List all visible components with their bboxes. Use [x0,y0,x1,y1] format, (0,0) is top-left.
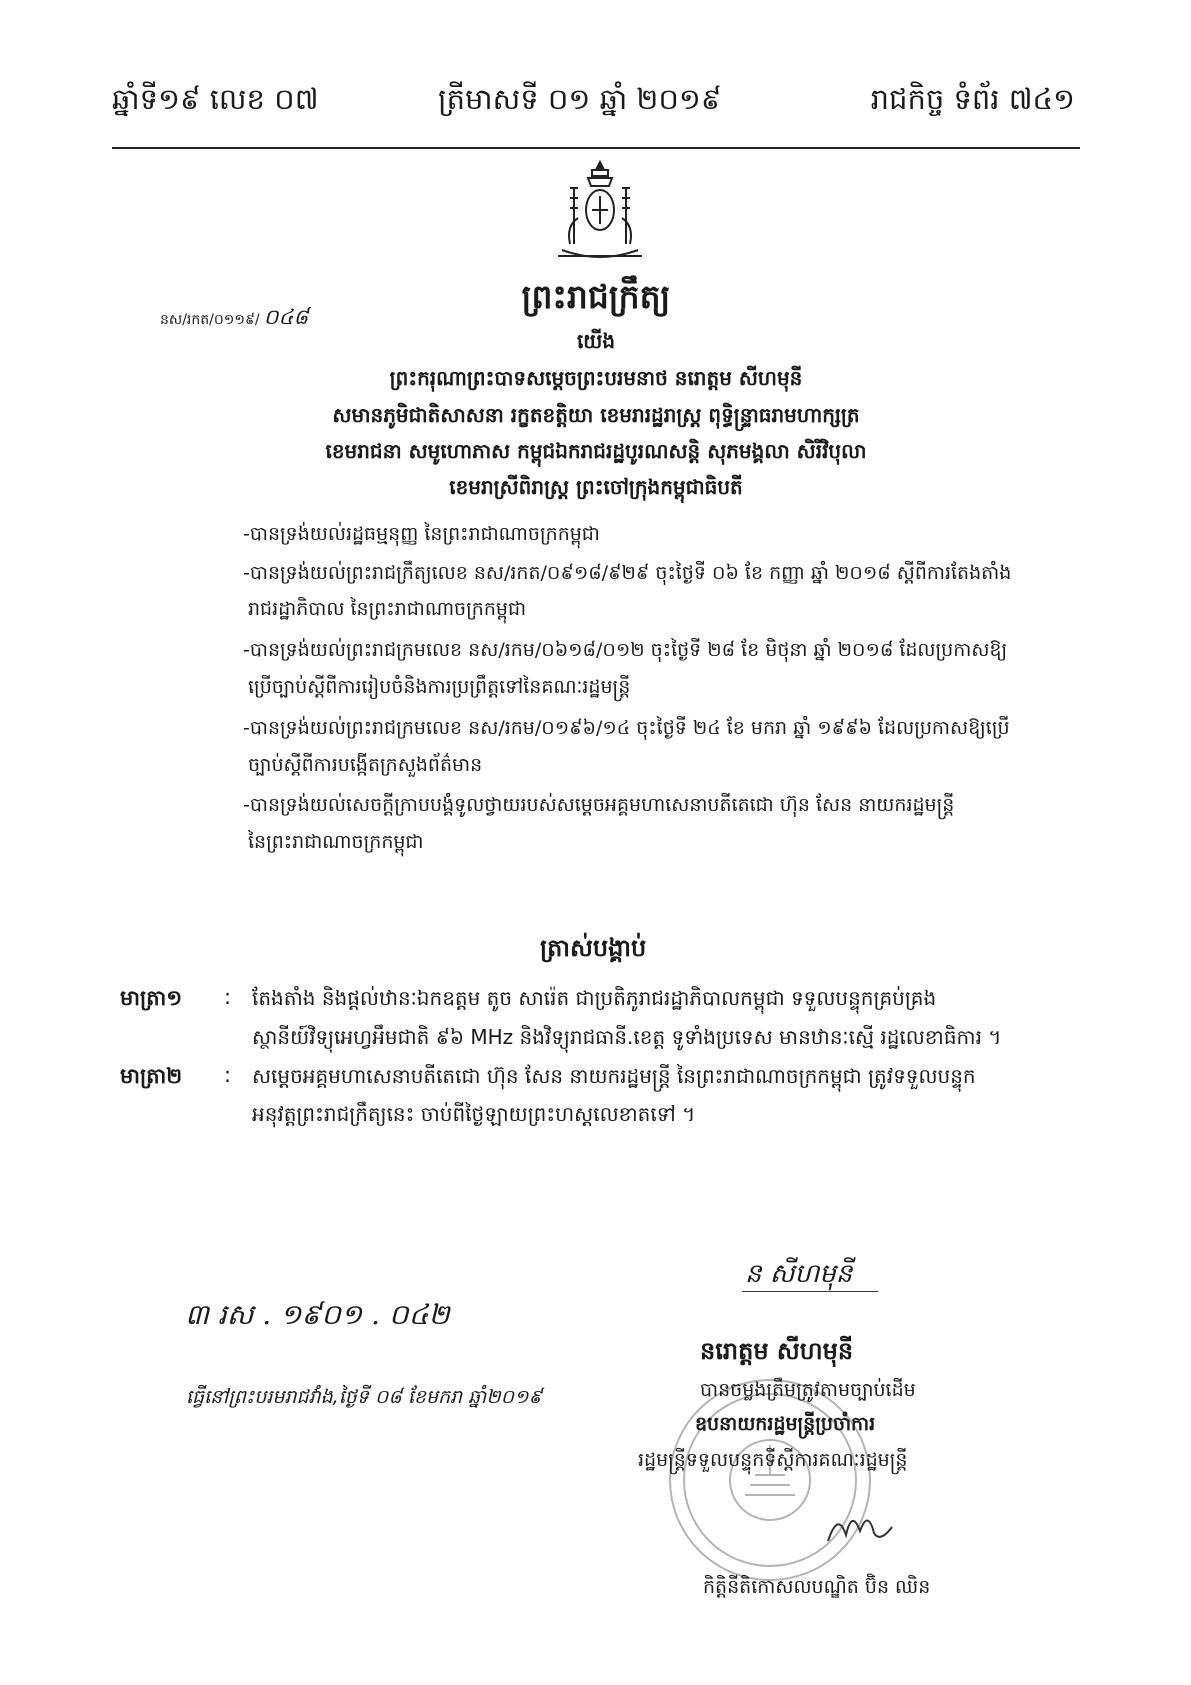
royal-title-line: ខេមរាស្រីពិរាស្ត្រ ព្រះចៅក្រុងកម្ពុជាធិបតី [449,475,743,499]
royal-signature: ន សីហមុនី [745,1259,853,1289]
preamble-continuation: ប្រើច្បាប់ស្តីពីការរៀបចំនិងការប្រព្រឹត្តទៅនៃគណៈរដ្ឋមន្ត្រី [248,676,631,698]
article-label: មាត្រា២ [120,1064,183,1088]
handwritten-date: ៣ រស . ១៩០១ . ០៤២ [185,1298,450,1331]
article-text: សម្តេចអគ្គមហាសេនាបតីតេជោ ហ៊ុន សែន នាយករដ្ឋមន្ត្រី នៃព្រះរាជាណាចក្រកម្ពុជា ត្រូវទទួលបន្ទុក [252,1064,976,1088]
decree-title: ព្រះរាជក្រឹត្យ [521,277,671,316]
certified-copy-note: បានចម្លងត្រឹមត្រូវតាមច្បាប់ដើម [700,1379,916,1401]
royal-title-line: ខេមរាជនា សមូហោភាស កម្ពុជឯករាជរដ្ឋបូរណសន្តិ សុភមង្គលា សិរីវិបុលា [325,439,867,463]
royal-title-line: សមានភូមិជាតិសាសនា រក្ខតខត្តិយា ខេមរារដ្ឋរាស្ត្រ ពុទ្ធិន្ទ្រាធរាមហាក្សត្រ [332,403,860,427]
certifier-title: ឧបនាយករដ្ឋមន្ត្រីប្រចាំការ [695,1413,876,1435]
gazette-quarter: ត្រីមាសទី ០១ ឆ្នាំ ២០១៩ [438,82,722,116]
preamble-continuation: នៃព្រះរាជាណាចក្រកម្ពុជា [248,831,424,853]
preamble-continuation: រាជរដ្ឋាភិបាល នៃព្រះរាជាណាចក្រកម្ពុជា [248,598,527,620]
royal-emblem-icon [552,158,648,262]
decree-ref-handwritten: ០៤៨ [263,305,309,329]
preamble-item: -បានទ្រង់យល់ព្រះរាជក្រឹត្យលេខ នស/រកត/០៩១៨/៩២៩ ចុះថ្ងៃទី ០៦ ខែ កញ្ញា ឆ្នាំ ២០១៨ ស្តីពីការតែងតាំង [243,562,1012,584]
header-rule [112,147,1080,149]
preamble-continuation: ច្បាប់ស្តីពីការបង្កើតក្រសួងព័ត៌មាន [248,754,483,776]
article-colon: : [224,985,232,1009]
certifier-name: កិត្តិនីតិកោសលបណ្ឌិត ប៊ិន ឈិន [703,1576,931,1598]
preamble-item: -បានទ្រង់យល់រដ្ឋធម្មនុញ្ញ នៃព្រះរាជាណាចក្រកម្ពុជា [243,523,600,545]
gazette-page: រាជកិច្ច ទំព័រ ៧៤១ [870,82,1075,116]
article-text-continuation: អនុវត្តព្រះរាជក្រឹត្យនេះ ចាប់ពីថ្ងៃឡាយព្រះហស្តលេខាតទៅ ។ [252,1102,696,1126]
gazette-issue: ឆ្នាំទី១៩ លេខ ០៧ [112,82,319,116]
place-and-date: ធ្វើនៅព្រះបរមរាជវាំង,ថ្ងៃទី ០៨ ខែមករា ឆ្នាំ២០១៩ [186,1386,542,1408]
preamble-item: -បានទ្រង់យល់សេចក្តីក្រាបបង្គំទូលថ្វាយរបស់សម្តេចអគ្គមហាសេនាបតីតេជោ ហ៊ុន សែន នាយករដ្ឋមន្ត្រី [243,794,955,816]
signature-underline [742,1291,878,1292]
royal-title-line: ព្រះករុណាព្រះបាទសម្តេចព្រះបរមនាថ នរោត្តម សីហមុនី [389,366,803,390]
decree-subtitle: យើង [576,329,616,353]
preamble-item: -បានទ្រង់យល់ព្រះរាជក្រមលេខ នស/រកម/០១៩៦/១៤ ចុះថ្ងៃទី ២៤ ខែ មករា ឆ្នាំ ១៩៩៦ ដែលប្រកាសឱ្យប្រើ [243,717,1010,739]
preamble-item: -បានទ្រង់យល់ព្រះរាជក្រមលេខ នស/រកម/០៦១៨/០១២ ចុះថ្ងៃទី ២៨ ខែ មិថុនា ឆ្នាំ ២០១៨ ដែលប្រកាសឱ្យ [243,639,1008,661]
signer-name: នរោត្តម សីហមុនី [700,1337,854,1365]
decree-ref-printed: នស/រកត/០១១៩/ [160,312,260,328]
article-colon: : [224,1063,232,1087]
article-label: មាត្រា១ [120,986,183,1010]
certifier-office: រដ្ឋមន្ត្រីទទួលបន្ទុកទីស្តីការគណៈរដ្ឋមន្ត្រី [638,1449,908,1471]
article-text: តែងតាំង និងផ្តល់ឋានៈឯកឧត្តម តូច សារ៉េត ជាប្រតិភូរាជរដ្ឋាភិបាលកម្ពុជា ទទួលបន្ទុកគ្រប់គ្រង [252,986,937,1010]
article-text-continuation: ស្ថានីយ៍វិទ្យុអេហ្វអឹមជាតិ ៩៦ MHz និងវិទ្យុរាជធានី.ខេត្ត ទូទាំងប្រទេស មានឋានៈស្មើ រដ្ឋលេខាធិការ ។ [252,1025,1002,1049]
certifier-signature-icon [820,1497,900,1557]
section-title: ត្រាស់បង្គាប់ [540,934,647,962]
